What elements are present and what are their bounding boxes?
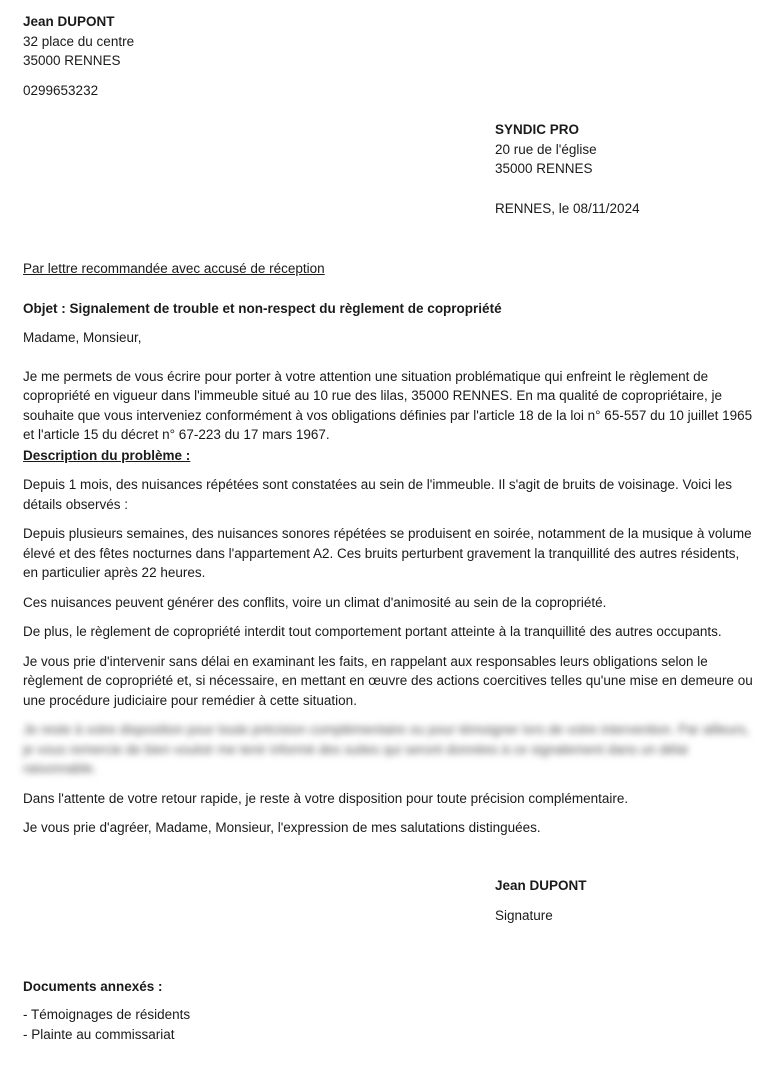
annexes-list [23, 1005, 753, 1044]
date-line: RENNES, le 08/11/2024 [495, 200, 640, 216]
salutation: Madame, Monsieur, [23, 330, 142, 345]
paragraph-details: Depuis plusieurs semaines, des nuisances sonores répétées se produisent en soirée, notamment de la musique à volume élevé et des fêtes nocturnes dans l'appartement A2. Ces bruits perturbent gravement la tranquillité des autres résidents, en particulier après 22 heures. [23, 526, 752, 580]
annexes-title: Documents annexés : [23, 978, 163, 994]
letter [23, 12, 753, 1044]
paragraph-conflicts: Ces nuisances peuvent générer des conflits, voire un climat d'animosité au sein de la copropriété. [23, 594, 607, 610]
annex-item: - Plainte au commissariat [23, 1026, 175, 1042]
recipient-address-line2: 35000 RENNES [495, 161, 593, 176]
sender-phone: 0299653232 [23, 82, 99, 98]
signature-block [495, 876, 753, 926]
sender-address-line1: 32 place du centre [23, 33, 135, 49]
paragraph-request: Je vous prie d'intervenir sans délai en examinant les faits, en rappelant aux responsables leurs obligations selon le règlement de copropriété et, si nécessaire, en mettant en œuvre des actions coercitives telles qu'une mise en demeure ou une procédure judiciaire pour remédier à cette situation. [23, 653, 753, 708]
sender-name: Jean DUPONT [23, 14, 115, 29]
annex-item: - Témoignages de résidents [23, 1007, 191, 1022]
signature-name: Jean DUPONT [495, 877, 587, 893]
delivery-mode: Par lettre recommandée avec accusé de réception [23, 261, 325, 276]
recipient-block [495, 120, 753, 179]
description-title: Description du problème : [23, 447, 191, 463]
signature-label: Signature [495, 908, 553, 923]
subject-line: Objet : Signalement de trouble et non-respect du règlement de copropriété [23, 300, 502, 316]
paragraph-duration: Depuis 1 mois, des nuisances répétées sont constatées au sein de l'immeuble. Il s'agit de bruits de voisinage. Voici les détails observés : [23, 477, 733, 512]
sender-address-line2: 35000 RENNES [23, 53, 121, 68]
sender-block [23, 12, 753, 71]
recipient-name: SYNDIC PRO [495, 122, 580, 137]
recipient-address-line1: 20 rue de l'église [495, 141, 597, 157]
politeness-formula: Je vous prie d'agréer, Madame, Monsieur, l'expression de mes salutations distinguées. [23, 820, 541, 835]
blurred-paragraph: Je reste à votre disposition pour toute précision complémentaire ou pour témoigner lors de votre intervention. Par ailleurs, je vous remercie de bien vouloir me tenir informé des suites qui seront données à ce signalement dans un délai raisonnable. [23, 722, 750, 776]
closing-paragraph: Dans l'attente de votre retour rapide, je reste à votre disposition pour toute précision complémentaire. [23, 790, 629, 806]
intro-paragraph: Je me permets de vous écrire pour porter à votre attention une situation problématique qui enfreint le règlement de copropriété en vigueur dans l'immeuble situé au 10 rue des lilas, 35000 RENNES. En ma qualité de copropriétaire, je souhaite que vous interveniez conformément à vos obligations définies par l'article 18 de la loi n° 65-557 du 10 juillet 1965 et l'article 15 du décret n° 67-223 du 17 mars 1967. [23, 368, 753, 442]
paragraph-rules: De plus, le règlement de copropriété interdit tout comportement portant atteinte à la tranquillité des autres occupants. [23, 624, 722, 639]
